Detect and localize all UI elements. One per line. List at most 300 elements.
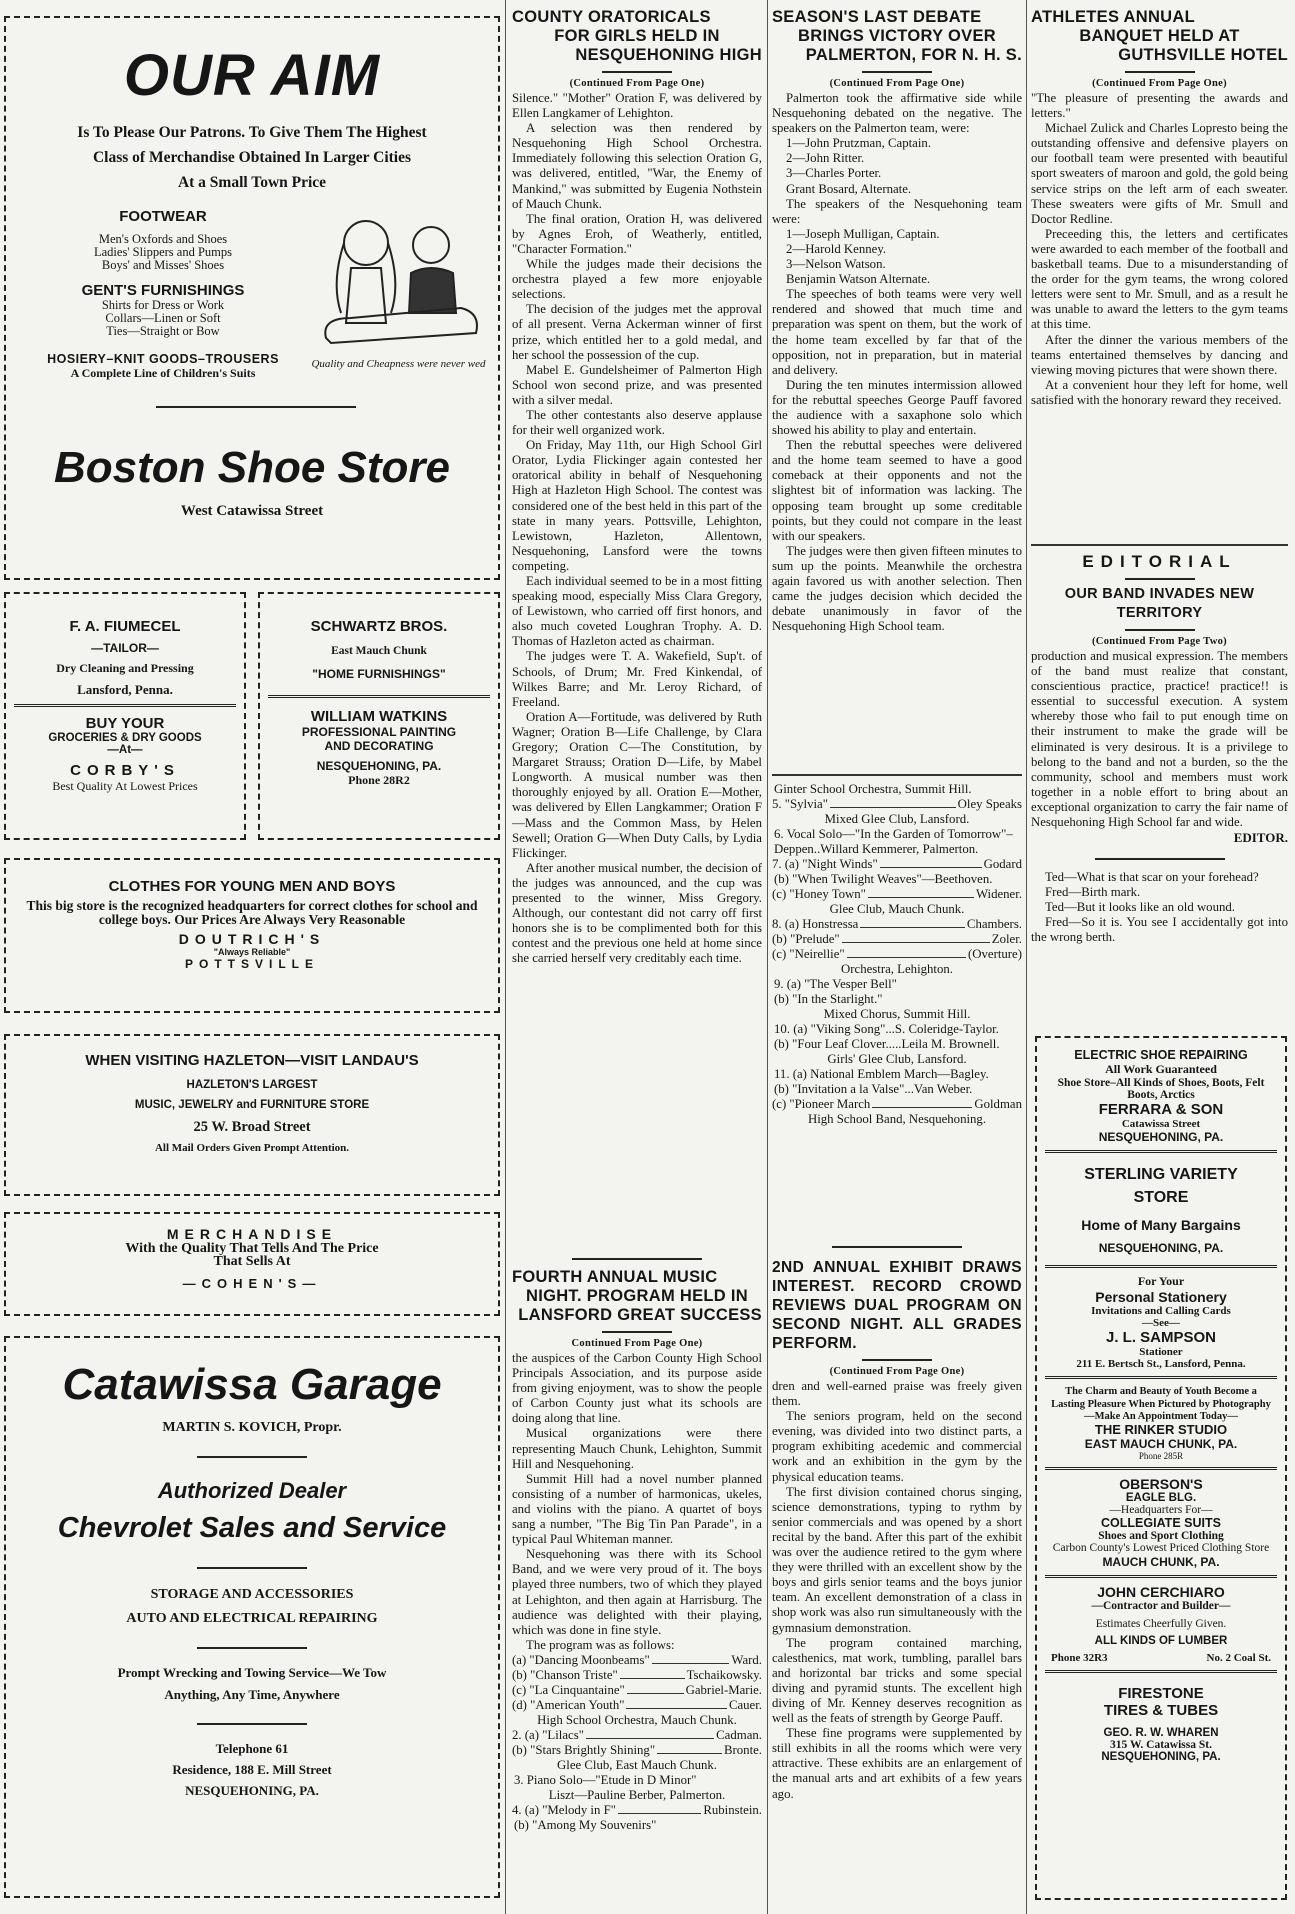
divider	[1045, 1265, 1277, 1268]
paragraph: After the dinner the various members of the teams entertained themselves by dancing and viewing moving pictures that were shown there.	[1031, 332, 1288, 377]
news-column-3	[772, 0, 1022, 1914]
divider	[1125, 578, 1195, 580]
divider	[197, 1456, 307, 1458]
program-composer: Bronte.	[723, 1742, 762, 1757]
ad-line: MARTIN S. KOVICH, Propr.	[162, 1420, 342, 1435]
ad-line: —At—	[107, 744, 143, 756]
divider	[1125, 629, 1195, 631]
headline-line: ATHLETES ANNUAL	[1031, 8, 1195, 26]
headline-line: BRINGS VICTORY OVER	[798, 27, 996, 45]
ad-name: SCHWARTZ BROS.	[310, 618, 448, 635]
headline-line: LANSFORD GREAT SUCCESS	[518, 1306, 762, 1324]
program-composer: Ward.	[731, 1652, 762, 1667]
column-rule	[767, 0, 768, 1914]
paragraph: The program was as follows:	[526, 1637, 675, 1652]
program-composer: Tschaikowsky.	[686, 1667, 762, 1682]
paragraph: Fred—So it is. You see I accidentally got into the wrong berth.	[1031, 914, 1288, 944]
article-headline: OUR BAND INVADES NEW TERRITORY	[1064, 586, 1255, 621]
article-body	[1031, 91, 1288, 408]
program-item: Glee Club, East Mauch Chunk.	[557, 1757, 717, 1772]
paragraph: "The pleasure of presenting the awards and letters."	[1031, 91, 1288, 121]
headline-line: GUTHSVILLE HOTEL	[1118, 46, 1288, 64]
program-item	[772, 1097, 1022, 1112]
ad-line: MAUCH CHUNK, PA.	[1102, 1555, 1220, 1569]
program-item	[772, 917, 1022, 932]
paragraph: Silence." "Mother" Oration F, was delivered by Ellen Langkamer of Lehighton.	[512, 91, 762, 121]
column-rule	[505, 0, 506, 1914]
paragraph: During the ten minutes intermission allowed for the rebuttal speeches George Pauff favored the audience with a saxaphone solo which showed his ability to play and entertain.	[772, 377, 1022, 438]
headline-line: FOR GIRLS HELD IN	[554, 27, 720, 45]
paragraph: production and musical expression. The members of the band must realize that constant, conscientious practice, practice! practice!! is essential to successful execution. A system whereby those who fail to put enough time on their instrument to make the grade will be eliminated is very desirous. It is a privilege to belong to the band and not a burden, so the the community, school and members must work together in a noble effort to bring about an exceptional organization to carry the fair name of Nesquehoning High School far and wide.	[1031, 649, 1288, 830]
program-item	[512, 1698, 762, 1713]
paragraph: 2—John Ritter.	[786, 151, 865, 166]
ad-line: "HOME FURNISHINGS"	[312, 667, 446, 681]
ad-line: Best Quality At Lowest Prices	[52, 779, 198, 793]
ad-name: JOHN CERCHIARO	[1097, 1584, 1225, 1600]
program-item: 10. (a) "Viking Song"...S. Coleridge-Taylor.	[774, 1022, 999, 1036]
sterling-ad	[1037, 1159, 1285, 1259]
ad-contact	[1037, 1652, 1285, 1664]
paragraph: Fred—Birth mark.	[1045, 884, 1141, 899]
ad-line: NESQUEHONING, PA.	[185, 1783, 319, 1798]
childrens-line: A Complete Line of Children's Suits	[70, 366, 256, 380]
divider	[197, 1723, 307, 1725]
program-composer: Widener.	[975, 887, 1022, 901]
program-item	[772, 857, 1022, 872]
fiumecel-corbys-ad	[4, 592, 246, 840]
program-item: 9. (a) "The Vesper Bell"	[774, 977, 897, 991]
ad-line: Carbon County's Lowest Priced Clothing Store	[1052, 1542, 1270, 1554]
slogan-line: Class of Merchandise Obtained In Larger Cities	[92, 149, 412, 166]
gents-line: Ties—Straight or Bow	[106, 324, 220, 338]
program-continued	[772, 774, 1022, 1246]
ad-line: Lansford, Penna.	[77, 682, 173, 697]
paragraph: Musical organizations were there representing Mauch Chunk, Lehighton, Summit Hill and Nesquehoning.	[512, 1426, 762, 1471]
ad-address: Residence, 188 E. Mill Street	[172, 1762, 332, 1777]
program-item: Girls' Glee Club, Lansford.	[827, 1052, 967, 1066]
firestone-ad	[1037, 1679, 1285, 1763]
leader-line	[618, 1813, 701, 1814]
program-list	[512, 1653, 762, 1833]
program-item: (b) "Among My Souvenirs"	[514, 1817, 657, 1832]
footwear-line: Men's Oxfords and Shoes	[98, 232, 228, 246]
ad-line: For Your	[1137, 1274, 1185, 1288]
ad-line: East Mauch Chunk	[331, 645, 427, 657]
paragraph: Preceeding this, the letters and certificates were awarded to each member of the football and basketball teams. Due to a misunderstanding of the order for the gym teams, the wrong colored letters were sent to Mr. Smull, and as a result he was unable to award the letters to the gym teams at this time.	[1031, 226, 1288, 332]
divider	[572, 1258, 702, 1260]
program-item	[512, 1668, 762, 1683]
ad-body: This big store is the recognized headquarters for correct clothes for school and college boys. Our Prices Are Always Very Reasonable	[26, 898, 478, 927]
ad-line: —See—	[1142, 1317, 1180, 1329]
paragraph: dren and well-earned praise was freely given them.	[772, 1379, 1022, 1409]
paragraph: Oration A—Fortitude, was delivered by Ruth Wagner; Oration B—Life Challenge, by Clara Gregory; Oration C—The Constitution, by Margaret Strauss; Oration D—Life, by Mabel Longworth. A musical number was then thoroughly enjoyed by all. Oration E—Mother, was delivered by Ellen Langkammer; Oration F—Mass and the Common Mass, by Helen Sewell; Oration G—When Duty Calls, by Lydia Flickinger.	[512, 709, 762, 860]
program-item	[772, 947, 1022, 962]
paragraph: Palmerton took the affirmative side while Nesquehoning debated on the negative. The speakers on the Palmerton team, were:	[772, 91, 1022, 136]
program-item: (b) "When Twilight Weaves"—Beethoven.	[774, 872, 993, 886]
ad-line: GROCERIES & DRY GOODS	[48, 732, 202, 744]
ad-name: GEO. R. W. WHAREN	[1103, 1727, 1219, 1739]
divider	[1045, 1376, 1277, 1379]
ad-line: AND DECORATING	[324, 739, 434, 753]
footwear-line: Boys' and Misses' Shoes	[101, 258, 225, 272]
divider	[1045, 1575, 1277, 1578]
program-item: High School Orchestra, Mauch Chunk.	[537, 1712, 737, 1727]
store-name: Boston Shoe Store	[53, 443, 451, 492]
headline-line: BANQUET HELD AT	[1079, 27, 1240, 45]
article-body	[1031, 649, 1288, 830]
ad-address: 315 W. Catawissa St.	[1110, 1739, 1212, 1751]
paragraph: 1—Joseph Mulligan, Captain.	[786, 226, 940, 241]
children-in-shoe-illustration	[311, 213, 486, 353]
article-headline	[772, 8, 1022, 65]
continued-note: (Continued From Page One)	[829, 1366, 965, 1377]
ad-address: 25 W. Broad Street	[193, 1119, 311, 1135]
ad-name: CORBY'S	[70, 762, 180, 779]
article-headline	[512, 8, 762, 65]
program-composer: Cauer.	[728, 1697, 762, 1712]
paragraph: the auspices of the Carbon County High School Principals Association, and its purpose aside from giving enjoyment, was to show the people of Carbon County just what its schools are doing along that line.	[512, 1351, 762, 1426]
paragraph: The program contained marching, calesthenics, mat work, tumbling, parallel bars and horizontal bar tricks and some special diving and pyramid stunts. The excellent high diving of Mr. Kenney deserves recognition as well as the feats of strength by George Pauff.	[772, 1635, 1022, 1726]
news-column-2	[512, 0, 762, 1914]
ad-name: DOUTRICH'S	[178, 931, 326, 947]
leader-line	[830, 807, 956, 808]
ad-line: NESQUEHONING, PA.	[1101, 1751, 1221, 1763]
obersons-ad	[1037, 1476, 1285, 1569]
paragraph: Ted—What is that scar on your forehead?	[1045, 869, 1259, 884]
joke	[1031, 870, 1288, 945]
program-item: Liszt—Pauline Berber, Palmerton.	[548, 1787, 726, 1802]
ad-line: COLLEGIATE SUITS	[1101, 1516, 1221, 1530]
ad-line: Catawissa Street	[1121, 1118, 1201, 1130]
paragraph: The first division contained chorus singing, science demonstrations, typing to rythm by senior commercials and was opened by a short recital by the band. After this part of the exhibit was over the audience retired to the gym where they were thrilled with an excellent show by the boys and girls senior teams and the boys junior team. An excellent demonstration of a class in shop work was also run simultaneously with the gymnasium demonstration.	[772, 1484, 1022, 1635]
paragraph: Grant Bosard, Alternate.	[786, 181, 912, 196]
article-headline	[512, 1268, 762, 1325]
footwear-heading: FOOTWEAR	[119, 208, 207, 225]
program-item	[772, 887, 1022, 902]
divider	[1045, 1670, 1277, 1673]
ad-line: PROFESSIONAL PAINTING	[301, 725, 457, 739]
ad-line: MUSIC, JEWELRY and FURNITURE STORE	[134, 1099, 370, 1111]
program-title: (d) "American Youth"	[512, 1697, 625, 1712]
paragraph: The speeches of both teams were very well rendered and showed that much time and preparation was spent on them, but the work of the home team excelled by far that of the opposition, not in preparation, but in material and delivery.	[772, 287, 1022, 377]
ad-line: POTTSVILLE	[184, 957, 319, 971]
continued-note: Continued From Page One)	[571, 1338, 703, 1349]
ad-line: Prompt Wrecking and Towing Service—We Tow	[117, 1665, 387, 1680]
headline-line: SEASON'S LAST DEBATE	[772, 8, 982, 26]
boston-shoe-store-ad	[4, 16, 500, 580]
ad-name: F. A. FIUMECEL	[69, 618, 181, 635]
divider	[832, 1246, 962, 1248]
column-rule	[1026, 0, 1027, 1914]
paragraph: The judges were T. A. Wakefield, Sup't. of Schools, of Drum; Mr. Fred Kinkendal, of Wilkes Barre; and Mr. Leroy Richard, of Freeland.	[512, 649, 762, 709]
ad-product-list	[28, 208, 298, 381]
rinker-studio-ad	[1037, 1385, 1285, 1461]
ad-name: —COHEN'S—	[182, 1276, 322, 1291]
article-body	[512, 1351, 762, 1653]
program-title: (c) "La Cinquantaine"	[512, 1682, 625, 1697]
paragraph: On Friday, May 11th, our High School Girl Orator, Lydia Flickinger again contested her oratorical ability in behalf of Nesquehoning High at Hazleton High School. The contest was considered one of the best held in this part of the state in many years. Pottsville, Lehighton, Lewistown, Hazleton, Allentown, Nesquehoning, Lansford were the towns competing.	[512, 438, 762, 573]
ad-line: BUY YOUR	[85, 715, 165, 732]
program-item: 11. (a) National Emblem March—Bagley.	[774, 1067, 989, 1081]
ad-heading: MERCHANDISE	[166, 1226, 338, 1242]
program-composer: Zoler.	[991, 932, 1022, 946]
ad-line: —Make An Appointment Today—	[1084, 1411, 1238, 1422]
ad-phone: Phone 28R2	[348, 773, 410, 787]
leader-line	[586, 1738, 714, 1739]
editorial-section	[1031, 544, 1288, 1032]
ad-line: Anything, Any Time, Anywhere	[164, 1687, 340, 1702]
divider	[862, 71, 932, 73]
program-title: (b) "Prelude"	[772, 932, 840, 946]
headline-line: NESQUEHONING HIGH	[575, 46, 762, 64]
ad-title: OUR AIM	[123, 43, 381, 108]
ferrara-ad	[1037, 1038, 1285, 1144]
paragraph: 1—John Prutzman, Captain.	[786, 136, 932, 151]
program-title: (c) "Pioneer March	[772, 1097, 871, 1111]
ad-line: Stationer	[1139, 1346, 1183, 1358]
ad-line: Invitations and Calling Cards	[1091, 1305, 1231, 1317]
paragraph: The seniors program, held on the second evening, was divided into two distinct parts, a program exhibiting acedemic and commercial work and an exhibition in the gym by the physical education teams.	[772, 1409, 1022, 1484]
paragraph: A selection was then rendered by Nesquehoning High School Orchestra. Immediately following this selection Oration G, was delivered, entitled, "War, the Enemy of Mankind," was submitted by Eugenia Nothstein of Mauch Chunk.	[512, 121, 762, 211]
headline-line: NIGHT. PROGRAM HELD IN	[525, 1287, 749, 1305]
program-item: (b) "Invitation a la Valse"...Van Weber.	[774, 1082, 973, 1096]
paragraph: These fine programs were supplemented by still exhibits in all the rooms which were very attractive. These exhibits are an enlargement of the manual arts and art exhibits of a few years ago.	[772, 1726, 1022, 1801]
article-county-oratoricals	[512, 8, 762, 1248]
continued-note: (Continued From Page One)	[1092, 78, 1227, 89]
program-title: 8. (a) Honstressa	[772, 917, 859, 931]
program-composer: (Overture)	[968, 947, 1022, 961]
ad-line: The Charm and Beauty of Youth Become a Lasting Pleasure When Pictured by Photography	[1051, 1386, 1271, 1410]
divider	[602, 1331, 672, 1333]
leader-line	[657, 1753, 722, 1754]
slogan-line: At a Small Town Price	[177, 174, 327, 191]
ad-heading: WHEN VISITING HAZLETON—VISIT LANDAU'S	[85, 1052, 419, 1069]
article-body	[512, 91, 762, 966]
cerchiaro-ad	[1037, 1584, 1285, 1664]
paragraph: Ted—But it looks like an old wound.	[1045, 899, 1235, 914]
article-headline: 2ND ANNUAL EXHIBIT DRAWS INTEREST. RECORD CROWD REVIEWS DUAL PROGRAM ON SECOND NIGHT. ALL GRADES PERFORM.	[772, 1259, 1022, 1352]
ad-name: FERRARA & SON	[1098, 1101, 1224, 1118]
program-list	[772, 782, 1022, 1127]
leader-line	[880, 867, 982, 868]
ad-heading: ELECTRIC SHOE REPAIRING	[1074, 1048, 1248, 1062]
gents-line: Collars—Linen or Soft	[105, 311, 221, 325]
program-item: (b) "Four Leaf Clover.....Leila M. Brownell.	[774, 1037, 1000, 1051]
ad-line: All Work Guaranteed	[1105, 1062, 1217, 1076]
divider	[1045, 1150, 1277, 1153]
doutrichs-ad	[4, 858, 500, 1013]
footwear-line: Ladies' Slippers and Pumps	[93, 245, 232, 259]
ad-heading: CLOTHES FOR YOUNG MEN AND BOYS	[108, 878, 396, 895]
program-item: 6. Vocal Solo—"In the Garden of Tomorrow"–Deppen..Willard Kemmerer, Palmerton.	[774, 827, 1013, 856]
leader-line	[868, 897, 974, 898]
article-headline	[1031, 8, 1288, 65]
ad-line: That Sells At	[213, 1254, 291, 1269]
leader-line	[626, 1708, 726, 1709]
headline-line: PALMERTON, FOR N. H. S.	[805, 46, 1022, 64]
program-item: Glee Club, Mauch Chunk.	[829, 902, 965, 916]
program-title: (b) "Stars Brightly Shining"	[512, 1742, 656, 1757]
program-item: Orchestra, Lehighton.	[841, 962, 953, 976]
advertisements-column	[4, 0, 502, 1914]
advertisements-box	[1035, 1036, 1287, 1900]
paragraph: The speakers of the Nesquehoning team were:	[772, 196, 1022, 226]
gents-heading: GENT'S FURNISHINGS	[81, 282, 245, 299]
ad-line: "Always Reliable"	[213, 947, 291, 957]
leader-line	[652, 1663, 730, 1664]
program-composer: Godard	[983, 857, 1022, 871]
ad-heading: TIRES & TUBES	[1103, 1702, 1219, 1719]
ad-name: WILLIAM WATKINS	[310, 708, 448, 725]
schwartz-watkins-ad	[258, 592, 500, 840]
program-composer: Gabriel-Marie.	[685, 1682, 762, 1697]
paragraph: The decision of the judges met the approval of all present. Verna Ackerman winner of first prize, which entitled her to a gold medal, and her school the possession of the cup.	[512, 302, 762, 362]
ad-line: —Contractor and Builder—	[1091, 1600, 1231, 1612]
ad-name: STERLING VARIETY STORE	[1084, 1166, 1238, 1206]
ad-line: Chevrolet Sales and Service	[57, 1512, 447, 1544]
paragraph: 3—Nelson Watson.	[786, 257, 886, 272]
paragraph: While the judges made their decisions the orchestra played a few more enjoyable selections.	[512, 257, 762, 302]
ad-title: Catawissa Garage	[62, 1360, 442, 1409]
ad-name: J. L. SAMPSON	[1105, 1329, 1217, 1346]
ad-phone: Telephone 61	[215, 1741, 289, 1756]
program-composer: Oley Speaks	[957, 797, 1022, 811]
paragraph: After another musical number, the decision of the judges was announced, and the cup was presented to the winner, Miss Gregory. Although, our contestant did not carry off first honors she is to be complimented both for this contest and the previous one held at home since she carried herself very creditably each time.	[512, 860, 762, 966]
program-composer: Cadman.	[716, 1727, 762, 1742]
article-body	[772, 91, 1022, 634]
program-composer: Rubinstein.	[703, 1802, 762, 1817]
program-item: (b) "In the Starlight."	[774, 992, 883, 1006]
program-item	[772, 932, 1022, 947]
program-item	[512, 1803, 762, 1818]
paragraph: Then the rebuttal speeches were delivered and the home team seemed to have a good comeback at their opponents and not the slightest bit of information was lacking. The opposing team brought up some creditable points, but they could not compare in the least with our speakers.	[772, 438, 1022, 543]
program-item: Mixed Glee Club, Lansford.	[824, 812, 970, 826]
shoe-illustration	[311, 213, 486, 383]
news-column-4	[1031, 0, 1288, 1914]
program-title: (b) "Chanson Triste"	[512, 1667, 618, 1682]
divider	[156, 406, 356, 408]
ad-line: EAGLE BLG.	[1125, 1492, 1197, 1504]
program-item	[512, 1683, 762, 1698]
catawissa-garage-ad	[4, 1336, 500, 1898]
leader-line	[860, 927, 965, 928]
ad-phone: Phone 285R	[1138, 1451, 1184, 1461]
ad-address: 211 E. Bertsch St., Lansford, Penna.	[1076, 1358, 1246, 1370]
ad-line: NESQUEHONING, PA.	[1098, 1241, 1224, 1255]
cohens-ad	[4, 1212, 500, 1316]
divider	[1125, 71, 1195, 73]
continued-note: (Continued From Page One)	[829, 78, 965, 89]
ad-line: Personal Stationery	[1095, 1289, 1227, 1305]
paragraph: The other contestants also deserve applause for their well organized work.	[512, 407, 762, 438]
program-title: (a) "Dancing Moonbeams"	[512, 1652, 650, 1667]
article-debate	[772, 8, 1022, 770]
divider	[14, 704, 236, 707]
program-item	[512, 1653, 762, 1668]
article-music-night	[512, 1258, 762, 1914]
section-label: EDITORIAL	[1082, 552, 1237, 571]
ad-line: Shoes and Sport Clothing	[1098, 1530, 1224, 1542]
article-exhibit	[772, 1246, 1022, 1914]
ad-line: EAST MAUCH CHUNK, PA.	[1084, 1437, 1238, 1451]
leader-line	[627, 1693, 684, 1694]
leader-line	[620, 1678, 685, 1679]
paragraph: Summit Hill had a novel number planned consisting of a number of harmonicas, ukeles, and violins with the piano. A quartet of boys sang a number, "The Big Tin Pan Parade", in a typical Paul Whiteman manner.	[512, 1471, 762, 1547]
continued-note: (Continued From Page One)	[569, 78, 705, 89]
headline-line: COUNTY ORATORICALS	[512, 8, 711, 26]
divider	[602, 71, 672, 73]
program-item	[512, 1743, 762, 1758]
program-composer: Chambers.	[966, 917, 1022, 931]
program-composer: Goldman	[974, 1097, 1022, 1111]
program-title: 7. (a) "Night Winds"	[772, 857, 878, 871]
divider	[1045, 1467, 1277, 1470]
paragraph: At a convenient hour they left for home, well satisfied with the honorary reward they received.	[1031, 377, 1288, 407]
ad-address: No. 2 Coal St.	[1206, 1652, 1271, 1664]
paragraph: The judges were then given fifteen minutes to sum up the points. Meanwhile the orchestra again favored us with another selection. Then came the judges decision which decided the debate unanimously in favor of the Nesquehoning High School team.	[772, 543, 1022, 634]
ad-line: Shoe Store–All Kinds of Shoes, Boots, Felt Boots, Arctics	[1057, 1077, 1265, 1101]
ad-name: THE RINKER STUDIO	[1094, 1422, 1228, 1437]
ad-slogan	[6, 120, 498, 195]
program-title: 5. "Sylvia"	[772, 797, 828, 811]
ad-line: With the Quality That Tells And The Price	[125, 1241, 379, 1256]
program-item: Ginter School Orchestra, Summit Hill.	[774, 782, 972, 796]
divider	[197, 1647, 307, 1649]
ad-line: Home of Many Bargains	[1081, 1217, 1241, 1233]
editorial-signature: EDITOR.	[1233, 830, 1288, 846]
ad-heading: FIRESTONE	[1118, 1685, 1204, 1702]
article-athletes-banquet	[1031, 8, 1288, 544]
leader-line	[842, 942, 990, 943]
program-item: Mixed Chorus, Summit Hill.	[823, 1007, 971, 1021]
ad-line: NESQUEHONING, PA.	[1098, 1130, 1224, 1144]
ad-line: Dry Cleaning and Pressing	[56, 661, 194, 675]
sampson-ad	[1037, 1274, 1285, 1370]
program-title: (c) "Honey Town"	[772, 887, 866, 901]
program-item	[772, 797, 1022, 812]
leader-line	[872, 1107, 972, 1108]
divider	[1095, 858, 1225, 860]
paragraph: Each individual seemed to be in a most fitting speaking mood, especially Miss Clara Gregory, of Lewistown, who carried off first honors, and also much coveted Loughran Trophy. A. D. Thomas of Hazleton acted as chairman.	[512, 574, 762, 649]
ad-line: —Headquarters For—	[1109, 1504, 1213, 1516]
slogan-line: Is To Please Our Patrons. To Give Them The Highest	[77, 124, 427, 141]
ad-line: Estimates Cheerfully Given.	[1095, 1618, 1227, 1630]
divider	[197, 1567, 307, 1569]
ad-line: ALL KINDS OF LUMBER	[1094, 1635, 1228, 1647]
ad-phone: Phone 32R3	[1051, 1652, 1108, 1664]
program-item	[512, 1728, 762, 1743]
paragraph: Benjamin Watson Alternate.	[786, 272, 931, 287]
divider	[268, 695, 490, 698]
paragraph: Michael Zulick and Charles Lopresto being the outstanding offensive and defensive players on our football team were presented with beautiful sport sweaters of maroon and gold, the gold being service strips on the left arm of each sweater. These sweaters were gifts of Mr. Smull and Doctor Redline.	[1031, 121, 1288, 226]
continued-note: (Continued From Page Two)	[1092, 636, 1227, 647]
hosiery-line: HOSIERY–KNIT GOODS–TROUSERS	[47, 352, 279, 366]
ad-line: —TAILOR—	[91, 641, 159, 655]
ad-line: Authorized Dealer	[157, 1478, 347, 1503]
ad-line: All Mail Orders Given Prompt Attention.	[154, 1142, 350, 1154]
ad-line: STORAGE AND ACCESSORIES	[150, 1587, 354, 1602]
paragraph: The final oration, Oration H, was delivered by Agnes Eroh, of Weatherly, entitled, "Character Formation."	[512, 211, 762, 256]
ad-name: OBERSON'S	[1119, 1476, 1203, 1492]
illustration-caption: Quality and Cheapness were never wed	[311, 358, 486, 370]
program-title: 4. (a) "Melody in F"	[512, 1802, 616, 1817]
gents-line: Shirts for Dress or Work	[101, 298, 225, 312]
landaus-ad	[4, 1034, 500, 1196]
program-item: 3. Piano Solo—"Etude in D Minor"	[514, 1772, 697, 1787]
paragraph: 2—Harold Kenney.	[786, 241, 887, 256]
headline-line: FOURTH ANNUAL MUSIC	[512, 1268, 718, 1286]
program-title: (c) "Neirellie"	[772, 947, 845, 961]
